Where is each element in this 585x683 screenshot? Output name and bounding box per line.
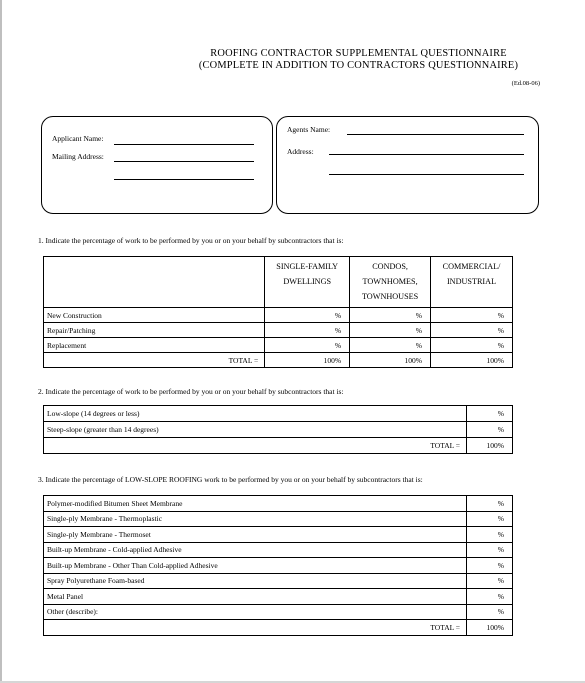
percent-input[interactable]: %	[467, 422, 513, 438]
total-row	[44, 620, 513, 636]
total-value: 100%	[265, 353, 350, 368]
table-row	[44, 558, 513, 574]
column-header-commercial: COMMERCIAL/ INDUSTRIAL	[431, 257, 513, 308]
question-2-table	[43, 405, 513, 454]
percent-input[interactable]: %	[431, 308, 513, 323]
percent-input[interactable]: %	[467, 558, 513, 574]
percent-input[interactable]: %	[350, 308, 431, 323]
percent-input[interactable]: %	[350, 338, 431, 353]
table-row	[44, 406, 513, 422]
percent-input[interactable]: %	[467, 573, 513, 589]
total-label: TOTAL =	[44, 438, 467, 454]
row-label: Steep-slope (greater than 14 degrees)	[44, 422, 467, 438]
total-label: TOTAL =	[44, 620, 467, 636]
percent-input[interactable]: %	[467, 406, 513, 422]
total-row	[44, 353, 513, 368]
row-label: Other (describe):	[44, 604, 467, 620]
form-title: ROOFING CONTRACTOR SUPPLEMENTAL QUESTIONNAIRE	[210, 48, 507, 59]
percent-input[interactable]: %	[265, 338, 350, 353]
total-value: 100%	[350, 353, 431, 368]
percent-input[interactable]: %	[467, 542, 513, 558]
table-row	[44, 542, 513, 558]
agent-box	[276, 116, 539, 214]
total-label: TOTAL =	[44, 353, 265, 368]
question-1-table	[43, 256, 513, 368]
percent-input[interactable]: %	[431, 323, 513, 338]
agents-name-field[interactable]	[347, 134, 524, 135]
total-value: 100%	[467, 438, 513, 454]
applicant-box	[41, 116, 273, 214]
edition-label: (Ed.08-06)	[511, 80, 540, 87]
row-label: Low-slope (14 degrees or less)	[44, 406, 467, 422]
row-label: New Construction	[44, 308, 265, 323]
table-row	[44, 573, 513, 589]
table-row	[44, 527, 513, 543]
table-row	[44, 511, 513, 527]
table-row	[44, 589, 513, 605]
percent-input[interactable]: %	[467, 511, 513, 527]
form-subtitle: (COMPLETE IN ADDITION TO CONTRACTORS QUESTIONNAIRE)	[198, 60, 519, 71]
total-value: 100%	[467, 620, 513, 636]
column-header-single-family: SINGLE-FAMILY DWELLINGS	[265, 257, 350, 308]
question-2: 2. Indicate the percentage of work to be performed by you or on your behalf by subcontractors that is:	[38, 387, 344, 396]
table-row	[44, 338, 513, 353]
row-label: Built-up Membrane - Cold-applied Adhesive	[44, 542, 467, 558]
column-header-condos: CONDOS, TOWNHOMES, TOWNHOUSES	[350, 257, 431, 308]
row-label: Single-ply Membrane - Thermoset	[44, 527, 467, 543]
agent-address-field-2[interactable]	[329, 174, 524, 175]
applicant-name-label: Applicant Name:	[52, 134, 104, 143]
row-label: Replacement	[44, 338, 265, 353]
percent-input[interactable]: %	[265, 323, 350, 338]
percent-input[interactable]: %	[431, 338, 513, 353]
agent-address-field[interactable]	[329, 154, 524, 155]
table-row	[44, 496, 513, 512]
table-row	[44, 422, 513, 438]
table-header-blank	[44, 257, 265, 308]
page-border	[0, 0, 2, 683]
table-row	[44, 323, 513, 338]
percent-input[interactable]: %	[467, 604, 513, 620]
applicant-name-field[interactable]	[114, 144, 254, 145]
total-row	[44, 438, 513, 454]
mailing-address-field[interactable]	[114, 161, 254, 162]
agents-name-label: Agents Name:	[287, 125, 331, 134]
table-row	[44, 308, 513, 323]
percent-input[interactable]: %	[467, 589, 513, 605]
question-1: 1. Indicate the percentage of work to be performed by you or on your behalf by subcontractors that is:	[38, 236, 344, 245]
question-3-table	[43, 495, 513, 636]
total-value: 100%	[431, 353, 513, 368]
mailing-address-field-2[interactable]	[114, 179, 254, 180]
percent-input[interactable]: %	[350, 323, 431, 338]
question-3: 3. Indicate the percentage of LOW-SLOPE ROOFING work to be performed by you or on your behalf by subcontractors that is:	[38, 475, 423, 484]
row-label: Single-ply Membrane - Thermoplastic	[44, 511, 467, 527]
percent-input[interactable]: %	[265, 308, 350, 323]
agent-address-label: Address:	[287, 147, 314, 156]
percent-input[interactable]: %	[467, 496, 513, 512]
table-row	[44, 604, 513, 620]
mailing-address-label: Mailing Address:	[52, 152, 104, 161]
row-label: Polymer-modified Bitumen Sheet Membrane	[44, 496, 467, 512]
percent-input[interactable]: %	[467, 527, 513, 543]
row-label: Repair/Patching	[44, 323, 265, 338]
row-label: Built-up Membrane - Other Than Cold-applied Adhesive	[44, 558, 467, 574]
row-label: Metal Panel	[44, 589, 467, 605]
row-label: Spray Polyurethane Foam-based	[44, 573, 467, 589]
